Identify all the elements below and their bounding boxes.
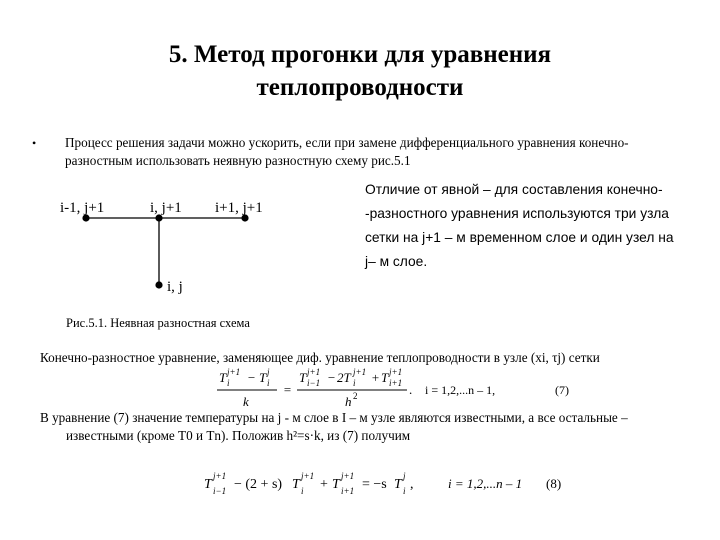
f8-term-3-sub: i+1 [341, 486, 355, 496]
f7-minus-1: − [247, 370, 256, 385]
f7-term-5-sup: j+1 [389, 367, 403, 377]
paragraph-2-line-1: В уравнение (7) значение температуры на j - м слое в I – м узле являются известными, а все остальные – [40, 410, 628, 425]
f8-number: (8) [546, 476, 562, 491]
bullet-line-2: разностным использовать неявную разностную схему рис.5.1 [65, 153, 411, 168]
f7-equals: = [283, 382, 292, 397]
bullet-line-1: Процесс решения задачи можно ускорить, если при замене дифференциального уравнения конечно- [65, 135, 629, 150]
bullet-marker: • [32, 136, 37, 150]
label-bottom-node: i, j [167, 279, 183, 295]
f8-term-4: T [394, 477, 402, 492]
f7-conditions: i = 1,2,...n – 1, [425, 383, 496, 397]
label-left-node: i-1, j+1 [60, 200, 105, 216]
sidenote-line-2: -разностного уравнения используются три узла [365, 206, 669, 221]
f8-term-3-sup: j+1 [341, 471, 355, 481]
paragraph-2 [40, 409, 700, 445]
f8-term-4-sub: i [403, 486, 406, 496]
f8-term-4-sup: j [403, 471, 406, 481]
f7-denominator-2: h [345, 394, 352, 409]
formula-7 [215, 366, 615, 412]
label-right-node: i+1, j+1 [215, 200, 263, 216]
f7-term-4: 2T [337, 370, 351, 385]
f7-term-4-sup: j+1 [353, 367, 367, 377]
f7-term-2-sub: i [267, 378, 270, 388]
f8-equals: = −s [362, 477, 387, 492]
f8-comma: , [410, 477, 414, 492]
f8-term-1-sub: i−1 [213, 486, 227, 496]
f8-conditions: i = 1,2,...n – 1 [448, 476, 523, 491]
f8-plus: + [320, 477, 328, 492]
f7-plus: + [371, 370, 380, 385]
f8-term-2-sub: i [301, 486, 304, 496]
f7-period: . [409, 382, 413, 397]
f8-term-1-sup: j+1 [213, 471, 227, 481]
f7-term-1-sup: j+1 [227, 367, 241, 377]
node-bottom [155, 281, 162, 288]
sidenote-line-3: сетки на j+1 – м временном слое и один узел на [365, 230, 674, 245]
title-line-1: 5. Метод прогонки для уравнения [168, 41, 552, 68]
f8-coeff: − (2 + s) [234, 477, 283, 492]
f8-term-3: T [332, 477, 340, 492]
sidenote-line-1: Отличие от явной – для составления конечно- [365, 182, 663, 197]
figure-caption: Рис.5.1. Неявная разностная схема [66, 316, 250, 330]
f8-term-1: T [204, 477, 212, 492]
f7-term-3: T [299, 370, 307, 385]
label-center-node: i, j+1 [150, 200, 182, 216]
f7-number: (7) [555, 383, 569, 397]
f7-minus-2: − [327, 370, 336, 385]
f7-term-1-sub: i [227, 378, 230, 388]
f7-denominator-2-sup: 2 [353, 391, 358, 401]
formula-8 [200, 466, 600, 502]
f7-term-2-sup: j [267, 367, 270, 377]
paragraph-1: Конечно-разностное уравнение, заменяющее диф. уравнение теплопроводности в узле (xi, τj) сетки [40, 350, 600, 365]
f7-term-1: T [219, 370, 227, 385]
f7-term-4-sub: i [353, 378, 356, 388]
f7-term-5: T [381, 370, 389, 385]
f7-term-3-sub: i−1 [307, 378, 321, 388]
side-note [365, 178, 705, 274]
f7-term-2: T [259, 370, 267, 385]
f7-term-5-sub: i+1 [389, 378, 403, 388]
title-line-2: теплопроводности [256, 74, 464, 101]
paragraph-2-line-2: известными (кроме T0 и Tn). Положив h²=s·k, из (7) получим [66, 428, 411, 443]
sidenote-line-4: j– м слое. [365, 254, 428, 269]
f8-term-2-sup: j+1 [301, 471, 315, 481]
f8-term-2: T [292, 477, 300, 492]
f7-term-3-sup: j+1 [307, 367, 321, 377]
f7-denominator-1: k [243, 394, 249, 409]
